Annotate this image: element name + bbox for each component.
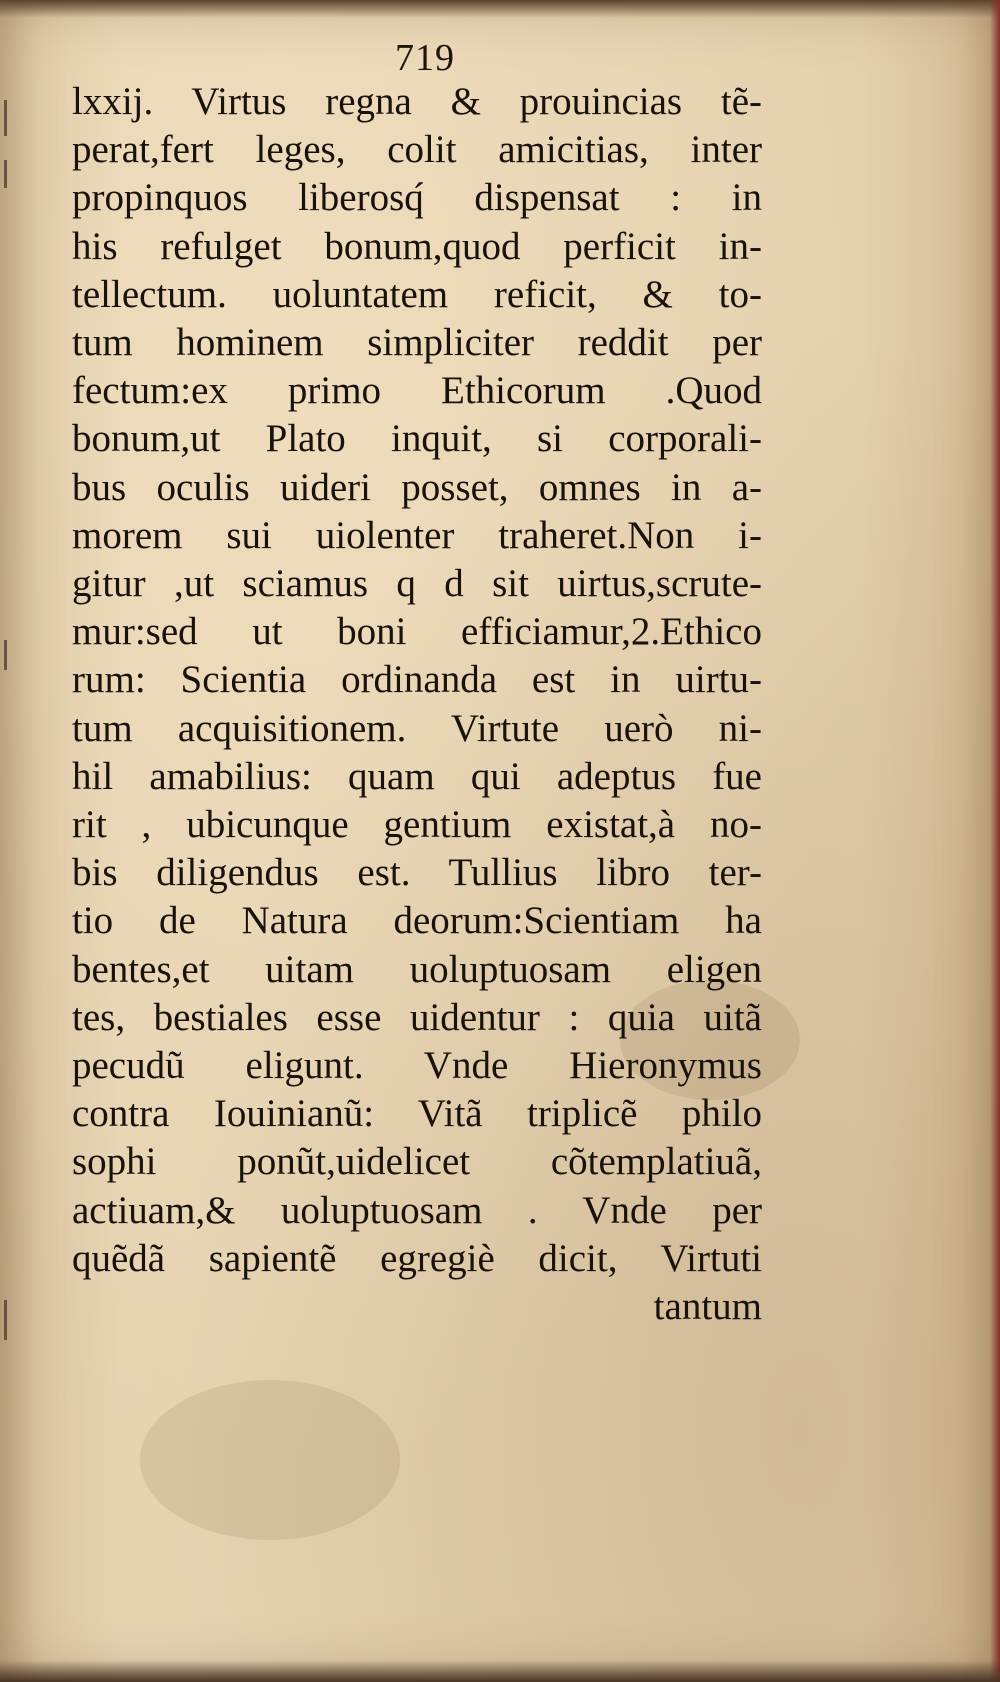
catchword: tantum xyxy=(653,1285,762,1329)
text-line: bis diligendus est. Tullius libro ter- xyxy=(72,851,762,895)
text-line: his refulget bonum,quod perficit in- xyxy=(72,224,762,268)
text-line: perat,fert leges, colit amicitias, inter xyxy=(72,128,762,172)
text-line: gitur ,ut sciamus q d sit uirtus,scrute- xyxy=(72,562,762,606)
page-right-edge xyxy=(990,0,1000,1682)
text-line: bus oculis uideri posset, omnes in a- xyxy=(72,465,762,509)
text-line: quẽdã sapientẽ egregiè dicit, Virtuti xyxy=(72,1236,762,1280)
text-line: actiuam,& uoluptuosam . Vnde per xyxy=(72,1188,762,1232)
margin-mark xyxy=(4,100,7,136)
margin-mark xyxy=(4,640,7,670)
text-line: pecudũ eligunt. Vnde Hieronymus xyxy=(72,1044,762,1088)
page-number: 719 xyxy=(395,37,455,79)
text-line: tio de Natura deorum:Scientiam ha xyxy=(72,899,762,943)
text-line: sophi ponũt,uidelicet cõtemplatiuã, xyxy=(72,1140,762,1184)
text-line: bentes,et uitam uoluptuosam eligen xyxy=(72,947,762,991)
text-line: rum: Scientia ordinanda est in uirtu- xyxy=(72,658,762,702)
margin-mark xyxy=(4,160,7,188)
text-line: tum acquisitionem. Virtute uerò ni- xyxy=(72,706,762,750)
text-line: tum hominem simpliciter reddit per xyxy=(72,321,762,365)
text-line: morem sui uiolenter traheret.Non i- xyxy=(72,513,762,557)
page-bottom-shadow xyxy=(0,1660,1000,1682)
text-line: bonum,ut Plato inquit, si corporali- xyxy=(72,417,762,461)
text-line: mur:sed ut boni efficiamur,2.Ethico xyxy=(72,610,762,654)
text-line: lxxij. Virtus regna & prouincias tẽ- xyxy=(72,80,762,123)
paper-stain xyxy=(140,1380,400,1540)
margin-mark xyxy=(4,1300,7,1340)
text-line: fectum:ex primo Ethicorum .Quod xyxy=(72,369,762,413)
text-line: tes, bestiales esse uidentur : quia uitã xyxy=(72,995,762,1039)
text-line: contra Iouinianũ: Vitã triplicẽ philo xyxy=(72,1092,762,1136)
text-line: propinquos liberosq́ dispensat : in xyxy=(72,176,762,220)
text-line: hil amabilius: quam qui adeptus fue xyxy=(72,754,762,798)
body-text xyxy=(72,78,762,1331)
text-line: rit , ubicunque gentium existat,à no- xyxy=(72,803,762,847)
text-line: tellectum. uoluntatem reficit, & to- xyxy=(72,272,762,316)
page-top-shadow xyxy=(0,0,1000,18)
